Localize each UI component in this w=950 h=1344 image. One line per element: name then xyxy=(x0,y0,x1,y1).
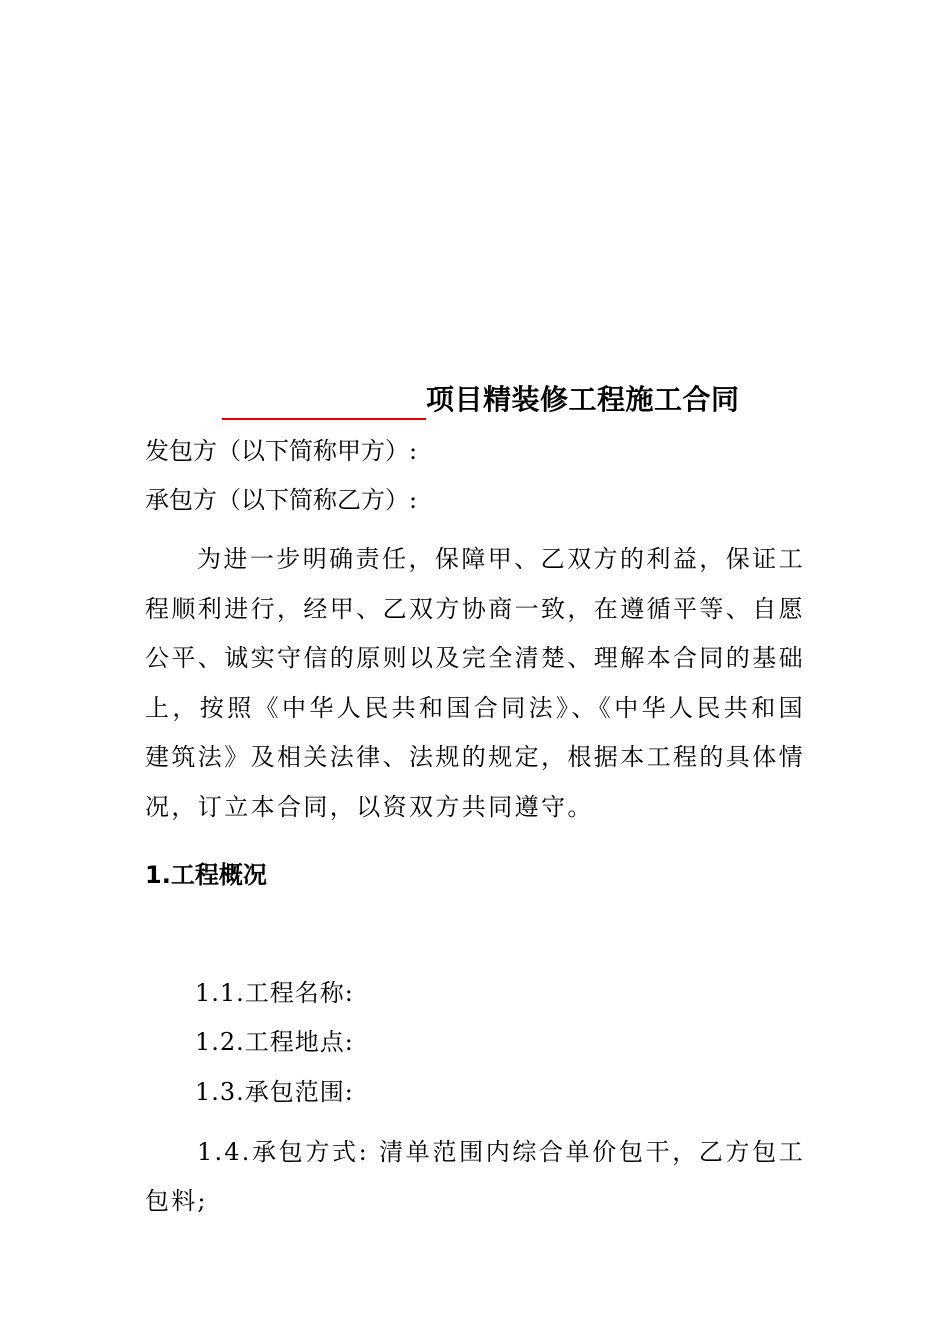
contract-title xyxy=(222,380,740,420)
item-project-name: 1.1.工程名称: xyxy=(195,979,354,1007)
item-contract-scope: 1.3.承包范围: xyxy=(195,1078,354,1106)
item-contract-method: 1.4.承包方式: 清单范围内综合单价包干，乙方包工包料; xyxy=(145,1138,805,1215)
section-heading-1: 1.工程概况 xyxy=(145,861,267,889)
employer-line: 发包方（以下简称甲方）: xyxy=(145,437,418,465)
title-text: 项目精装修工程施工合同 xyxy=(426,383,740,416)
title-blank-line[interactable] xyxy=(222,386,426,420)
item-project-location: 1.2.工程地点: xyxy=(195,1028,354,1056)
preamble-paragraph: 为进一步明确责任，保障甲、乙双方的利益，保证工程顺利进行，经甲、乙双方协商一致，在遵循平等、自愿公平、诚实守信的原则以及完全清楚、理解本合同的基础上，按照《中华人民共和国合同法》、《中华人民共和国建筑法》及相关法律、法规的规定，根据本工程的具体情况，订立本合同，以资双方共同遵守。 xyxy=(145,545,805,821)
contractor-line: 承包方（以下简称乙方）: xyxy=(145,486,418,514)
